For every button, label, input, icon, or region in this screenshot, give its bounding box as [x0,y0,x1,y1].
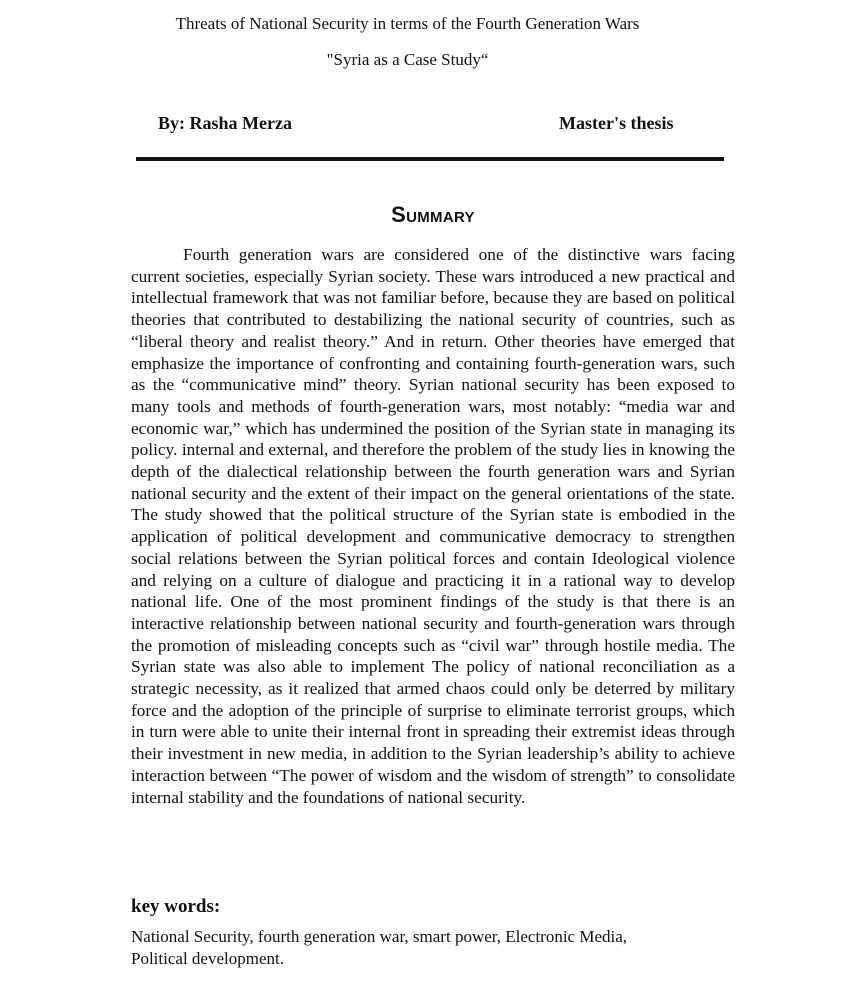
document-title: Threats of National Security in terms of the Fourth Generation Wars [175,14,640,33]
keywords-list: National Security, fourth generation war, smart power, Electronic Media, Political development. [131,927,628,968]
keywords-heading: key words: [131,896,221,917]
summary-paragraph: Fourth generation wars are considered one of the distinctive wars facing current societies, especially Syrian society. These wars introduced a new practical and intellectual framework that was not familiar before, because they are based on political theories that contributed to destabilizing the national security of countries, such as “liberal theory and realist theory.” And in return. Other theories have emerged that emphasize the importance of confronting and containing fourth-generation wars, such as the “communicative mind” theory. Syrian national security has been exposed to many tools and methods of fourth-generation wars, most notably: “media war and economic war,” which has undermined the position of the Syrian state in managing its policy. internal and external, and therefore the problem of the study lies in knowing the depth of the dialectical relationship between the fourth generation wars and Syrian national security and the extent of their impact on the general orientations of the state. The study showed that the political structure of the Syrian state is embodied in the application of political development and communicative democracy to strengthen social relations between the Syrian political forces and contain Ideological violence and relying on a culture of dialogue and practicing it in a rational way to develop national life. One of the most prominent findings of the study is that there is an interactive relationship between national security and fourth-generation wars through the promotion of misleading concepts such as “civil war” through hostile media. The Syrian state was also able to implement The policy of national reconciliation as a strategic necessity, as it realized that armed chaos could only be deterred by military force and the adoption of the principle of surprise to eliminate terrorist groups, which in turn were able to unite their internal front in spreading their extremist ideas through their investment in new media, in addition to the Syrian leadership’s ability to achieve interaction between “The power of wisdom and the wisdom of strength” to consolidate internal stability and the foundations of national security. [131,245,735,807]
header-divider [136,157,724,161]
document-subtitle: "Syria as a Case Study“ [326,50,489,69]
author-line: By: Rasha Merza [158,113,292,133]
section-heading: Summary [391,202,475,227]
degree-label: Master's thesis [559,113,674,133]
